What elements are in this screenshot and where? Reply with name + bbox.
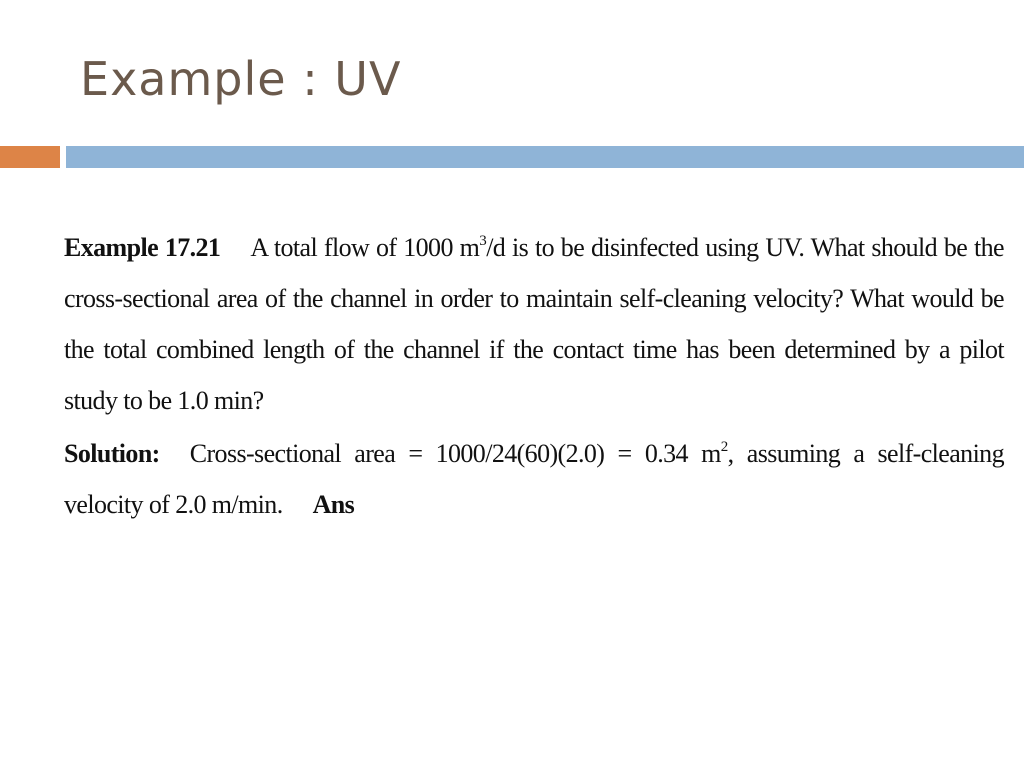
problem-text-part-2: /d is to be disinfected using UV. What should be the cross-sectional area of the channel in order to maintain self-cleaning velocity? What would be the total combined length of the channel if the contact time has been determined by a pilot study to be 1.0 min?: [64, 233, 1004, 415]
solution-paragraph: [14, 428, 1004, 530]
square-superscript: 2: [720, 439, 728, 455]
accent-bar-blue: [66, 146, 1024, 168]
slide-title: Example : UV: [80, 52, 402, 106]
problem-paragraph: [14, 222, 1004, 426]
scanned-textbook-excerpt: [14, 222, 1004, 530]
accent-bar-orange: [0, 146, 60, 168]
cubic-superscript: 3: [479, 233, 487, 249]
solution-label: Solution:: [64, 439, 160, 468]
problem-text-part-1: A total flow of 1000 m: [250, 233, 480, 262]
solution-text-part-2: , assuming a self-cleaning velocity of 2.0 m/min.: [64, 439, 1004, 519]
answer-label: Ans: [312, 490, 355, 519]
example-number-label: Example 17.21: [64, 233, 221, 262]
solution-text-part-1: Cross-sectional area = 1000/24(60)(2.0) = 0.34 m: [189, 439, 721, 468]
